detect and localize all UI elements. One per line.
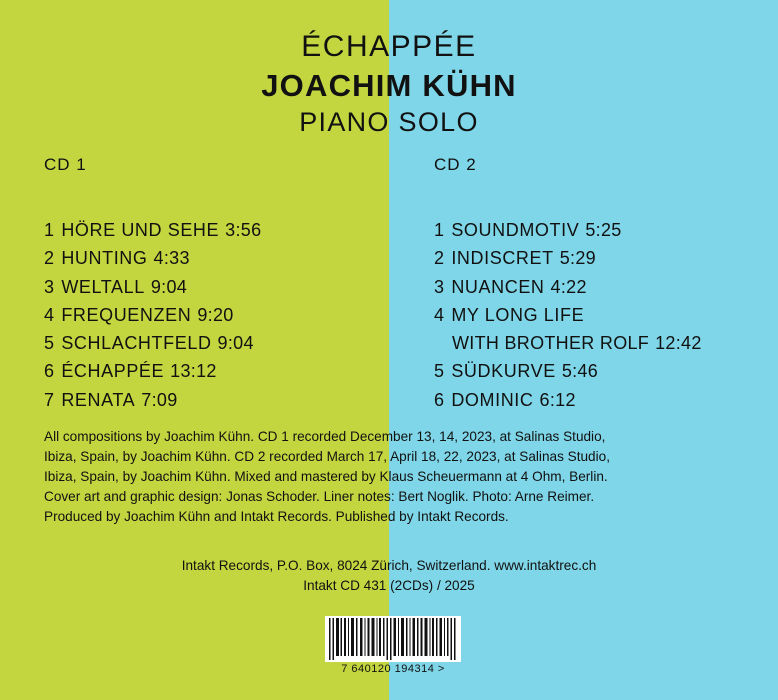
track-title: RENATA	[61, 389, 136, 410]
credits-line: Ibiza, Spain, by Joachim Kühn. Mixed and mastered by Klaus Scheuermann at 4 Ohm, Berlin.	[44, 468, 608, 484]
track-row	[44, 244, 384, 272]
catalog-number: Intakt CD 431 (2CDs) / 2025	[303, 578, 475, 594]
track-title: NUANCEN	[451, 276, 545, 297]
credits-block	[44, 427, 744, 527]
track-row	[44, 357, 384, 385]
track-row	[44, 273, 384, 301]
album-title: ÉCHAPPÉE	[301, 30, 477, 63]
track-title: WELTALL	[61, 276, 145, 297]
disc-label-cd2: CD 2	[434, 155, 477, 174]
track-row	[434, 216, 774, 244]
track-number: 3	[434, 276, 445, 297]
track-number: 1	[434, 220, 445, 240]
credits-line: Produced by Joachim Kühn and Intakt Records. Published by Intakt Records.	[44, 508, 509, 524]
track-number: 2	[44, 248, 55, 269]
track-number: 7	[44, 389, 55, 410]
track-row	[44, 216, 384, 244]
track-title-continued	[434, 329, 774, 357]
track-row	[434, 301, 774, 358]
track-duration: 12:42	[655, 333, 702, 353]
track-number: 6	[434, 389, 445, 410]
track-duration: 13:12	[170, 361, 217, 382]
track-title: INDISCRET	[451, 248, 554, 269]
track-duration: 7:09	[141, 389, 178, 410]
album-subtitle: PIANO SOLO	[299, 107, 479, 138]
label-address: Intakt Records, P.O. Box, 8024 Zürich, Switzerland. www.intaktrec.ch	[181, 558, 597, 573]
track-number: 4	[434, 304, 445, 325]
label-info-block	[0, 556, 778, 597]
cover-header	[0, 30, 778, 140]
track-title-second-line: WITH BROTHER ROLF	[452, 333, 650, 353]
credits-line: Ibiza, Spain, by Joachim Kühn. CD 2 recorded March 17, April 18, 22, 2023, at Salinas Studio,	[44, 448, 610, 464]
track-duration: 9:04	[217, 333, 254, 353]
track-duration: 4:22	[550, 276, 587, 297]
track-title: SÜDKURVE	[451, 361, 556, 382]
track-row	[434, 273, 774, 301]
track-duration: 3:56	[225, 220, 262, 240]
disc-column-cd1	[44, 155, 384, 414]
credits-line: All compositions by Joachim Kühn. CD 1 recorded December 13, 14, 2023, at Salinas Studio,	[44, 429, 606, 444]
track-row	[44, 301, 384, 329]
track-title: SCHLACHTFELD	[61, 333, 212, 353]
track-row	[44, 329, 384, 357]
track-duration: 5:29	[559, 248, 596, 269]
track-number: 1	[44, 220, 55, 240]
track-title: DOMINIC	[451, 389, 534, 410]
track-number: 2	[434, 248, 445, 269]
track-duration: 5:25	[585, 220, 622, 240]
track-title: HÖRE UND SEHE	[61, 220, 220, 240]
barcode-number: 7 640120 194314 >	[341, 663, 445, 675]
disc-label-cd1: CD 1	[44, 155, 87, 174]
track-row	[44, 386, 384, 414]
track-title: SOUNDMOTIV	[451, 220, 580, 240]
track-duration: 5:46	[561, 361, 599, 382]
track-number: 4	[44, 304, 55, 325]
track-number: 5	[44, 333, 55, 353]
credits-line: Cover art and graphic design: Jonas Schoder. Liner notes: Bert Noglik. Photo: Arne Reimer.	[44, 488, 595, 504]
track-number: 6	[44, 361, 55, 382]
track-duration: 4:33	[153, 248, 190, 269]
track-title: MY LONG LIFE	[451, 304, 585, 325]
track-title: FREQUENZEN	[61, 304, 192, 325]
barcode	[325, 616, 461, 675]
track-duration: 9:04	[150, 276, 188, 297]
artist-name: JOACHIM KÜHN	[261, 67, 517, 103]
track-title: HUNTING	[61, 248, 148, 269]
track-title: ÉCHAPPÉE	[61, 361, 165, 382]
track-number: 5	[434, 361, 445, 382]
barcode-bars-icon	[325, 616, 461, 662]
track-duration: 6:12	[539, 389, 576, 410]
track-duration: 9:20	[197, 304, 234, 325]
track-row	[434, 244, 774, 272]
track-row	[434, 357, 774, 385]
track-number: 3	[44, 276, 55, 297]
track-row	[434, 386, 774, 414]
disc-column-cd2	[434, 155, 774, 414]
